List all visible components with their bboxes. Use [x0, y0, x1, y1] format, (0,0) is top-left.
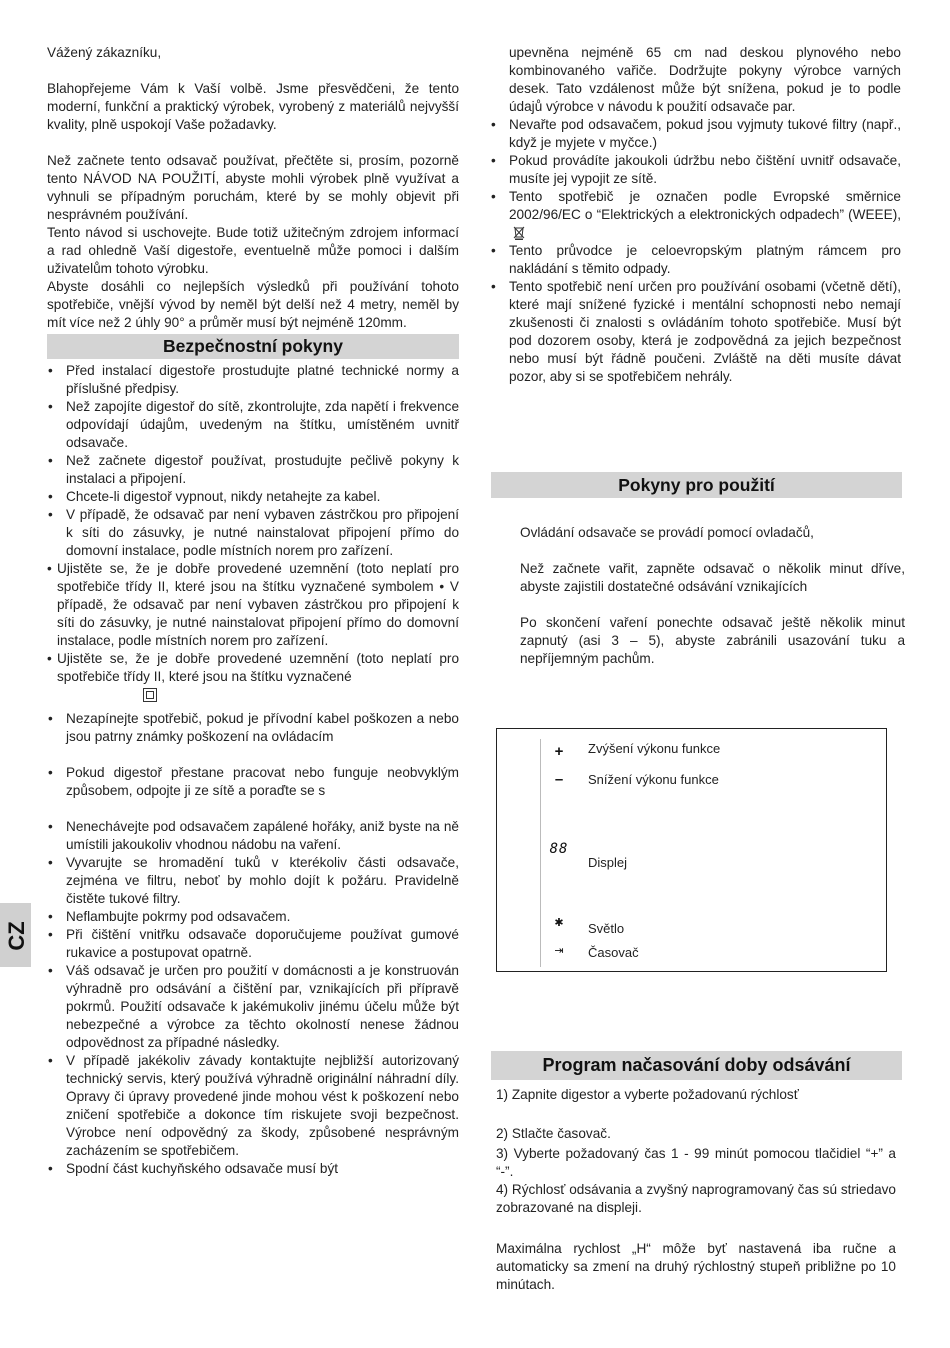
intro-paragraph: Abyste dosáhli co nejlepších výsledků při používání tohoto spotřebiče, vnější vývod by neměl být delší než 4 metry, neměl by mít více než 2 úhly 90° a průměr musí být nejméně 120mm. [47, 279, 459, 330]
panel-label: Snížení výkonu funkce [588, 772, 719, 787]
list-item: • Než začnete digestoř používat, prostudujte pečlivě pokyny k instalaci a připojení. [47, 452, 459, 488]
right-column [509, 44, 901, 386]
minus-icon: – [554, 771, 564, 788]
list-item: • Pokud provádíte jakoukoli údržbu nebo čištění uvnitř odsavače, musíte jej vypojit ze sítě. [490, 152, 901, 188]
list-item: • Váš odsavač je určen pro použití v domácnosti a je konstruován výhradně pro odsávání a čištění par, vznikajících při přípravě pokrmů. Použití odsavače k jakémukoliv jinému účelu může být nebezpečné a výrobce za těchto okolností nenese žádnou odpovědnost za případné následky. [47, 962, 459, 1052]
right-safety-list [490, 116, 901, 386]
list-item: • Chcete-li digestoř vypnout, nikdy netahejte za kabel. [47, 488, 459, 506]
list-item: • Než zapojíte digestoř do sítě, zkontrolujte, zda napětí i frekvence odpovídají údajům, uvedeným na štítku, umístěném uvnitř odsavače. [47, 398, 459, 452]
list-item [490, 188, 901, 242]
list-item: • V případě, že odsavač par není vybaven zástrčkou pro připojení k síti do zásuvky, je nutné nainstalovat připojení přímo do domovní instalace, podle místních norem pro zařízení. [47, 506, 459, 560]
timer-step: 1) Zapnite digestor a vyberte požadovanú rýchlosť [496, 1087, 799, 1102]
control-panel-diagram [496, 728, 887, 972]
panel-divider [540, 739, 541, 967]
list-item: • Spodní část kuchyňského odsavače musí být [47, 1160, 459, 1178]
list-item [47, 650, 459, 704]
list-item: • Nevařte pod odsavačem, pokud jsou vyjmuty tukové filtry (např., když je myjete v myčce.) [490, 116, 901, 152]
intro-paragraph: Tento návod si uschovejte. Bude totiž užitečným zdrojem informací a rad ohledně Vaší digestoře, eventuelně může pomoci i dalším uživatelům tohoto výrobku. [47, 225, 459, 276]
seven-segment-display-icon: 88 [549, 841, 569, 857]
list-item: • Nenechávejte pod odsavačem zapálené hořáky, aniž byste na ně umístili jakoukoliv vhodnou nádobu na vaření. [47, 818, 459, 854]
list-item: • Při čištění vnitřku odsavače doporučujeme používat gumové rukavice a postupovat opatrně. [47, 926, 459, 962]
greeting: Vážený zákazníku, [47, 45, 162, 60]
timer-icon: ⇥ [554, 945, 564, 957]
timer-instructions [496, 1086, 896, 1294]
safety-list [47, 362, 459, 1178]
list-item: • Vyvarujte se hromadění tuků v kterékoliv části odsavače, zejména ve filtru, neboť by mohlo dojít k požáru. Pravidelně čistěte tukové filtry. [47, 854, 459, 908]
list-item-text: Ujistěte se, že je dobře provedené uzemnění (toto neplatí pro spotřebiče třídy II, které jsou na štítku vyznačené [57, 651, 459, 684]
list-item: • Nezapínejte spotřebič, pokud je přívodní kabel poškozen a nebo jsou patrny známky poškození na ovládacím [47, 710, 459, 746]
list-item: • Tento průvodce je celoevropským platným rámcem pro nakládání s těmito odpady. [490, 242, 901, 278]
use-paragraph: Po skončení vaření ponechte odsavač ještě několik minut zapnutý (asi 3 – 5), abyste zabránili usazování tuku a nepříjemným pachům. [520, 615, 905, 666]
list-item: • Neflambujte pokrmy pod odsavačem. [47, 908, 459, 926]
list-item: • Ujistěte se, že je dobře provedené uzemnění (toto neplatí pro spotřebiče třídy II, které jsou na štítku vyznačené symbolem • V případě, že odsavač par není vybaven zástrčkou pro připojení k síti do zásuvky, je nutné nainstalovat připojení přímo do domovní instalace, podle místních norem pro zařízení. [47, 560, 459, 650]
panel-label: Časovač [588, 945, 639, 960]
continued-paragraph: upevněna nejméně 65 cm nad deskou plynového nebo kombinovaného vařiče. Dodržujte pokyny výrobce varných desek. Tato vzdálenost může být snížena, pokud je to podle údajů výrobce v návodu k použití odsavače par. [509, 45, 901, 114]
language-side-tab [0, 903, 31, 967]
use-paragraph: Než začnete vařit, zapněte odsavač o několik minut dříve, abyste zajistili dostatečné odsávání vznikajících [520, 561, 905, 594]
section-heading-timer: Program načasování doby odsávání [491, 1051, 902, 1080]
intro-paragraph: Než začnete tento odsavač používat, přečtěte si, prosím, pozorně tento NÁVOD NA POUŽITÍ, abyste mohli výrobek plně využívat a vyhnuli se případným poruchám, které by se mohly objevit při nesprávném používání. [47, 153, 459, 222]
intro-paragraph: Blahopřejeme Vám k Vaší volbě. Jsme přesvědčeni, že tento moderní, funkční a praktický výrobek, vyrobený z materiálů nejvyšší kvality, plně uspokojí Vaše požadavky. [47, 81, 459, 132]
use-paragraph: Ovládání odsavače se provádí pomocí ovladačů, [520, 525, 814, 540]
left-column [47, 44, 459, 1178]
list-item: • V případě jakékoliv závady kontaktujte nejbližší autorizovaný technický servis, který používá výhradně originální náhradní díly. Opravy či úpravy provedené jinde mohou vést k poškození nebo zničení spotřebiče a dokonce tím riskujete svoji bezpečnost. Výrobce není odpovědný za škody, způsobené nesprávným zacházením se spotřebičem. [47, 1052, 459, 1160]
weee-bin-icon [513, 225, 525, 240]
language-code: CZ [4, 921, 29, 951]
light-icon: ✱ [554, 917, 564, 929]
timer-note: Maximálna rychlost „H“ môže byť nastavená iba ručne a automaticky sa zmení na druhý rýchlostný stupeň približne po 10 minútach. [496, 1241, 896, 1292]
section-heading-use: Pokyny pro použití [491, 472, 902, 498]
timer-step: 3) Vyberte požadovaný čas 1 - 99 minút pomocou tlačidiel “+” a “-”. [496, 1146, 896, 1179]
list-item: • Tento spotřebič není určen pro používání osobami (včetně dětí), které mají snížené fyzické i mentální schopnosti nebo nemají zkušenosti či znalosti s ovládáním tohoto spotřebiče. Musí být pod dozorem osoby, která je zodpovědná za jejich bezpečnost nebo musí být řádně poučeni. Zvláště na děti musíte dávat pozor, aby si se spotřebičem nehrály. [490, 278, 901, 386]
list-item: • Před instalací digestoře prostudujte platné technické normy a příslušné předpisy. [47, 362, 459, 398]
class-ii-icon [143, 688, 157, 702]
panel-label: Zvýšení výkonu funkce [588, 741, 721, 756]
list-item-text: Tento spotřebič je označen podle Evropské směrnice 2002/96/EC o “Elektrických a elektronických odpadech” (WEEE), [509, 189, 901, 222]
panel-label: Displej [588, 855, 628, 870]
section-heading-safety: Bezpečnostní pokyny [47, 334, 459, 359]
plus-icon: + [554, 743, 564, 760]
panel-label: Světlo [588, 921, 625, 936]
timer-step: 4) Rýchlosť odsávania a zvyšný naprogramovaný čas sú striedavo zobrazované na displeji. [496, 1182, 896, 1215]
list-item: • Pokud digestoř přestane pracovat nebo funguje neobvyklým způsobem, odpojte ji ze sítě a poraďte se s [47, 764, 459, 800]
timer-step: 2) Stlačte časovač. [496, 1126, 611, 1141]
use-instructions [520, 524, 905, 668]
